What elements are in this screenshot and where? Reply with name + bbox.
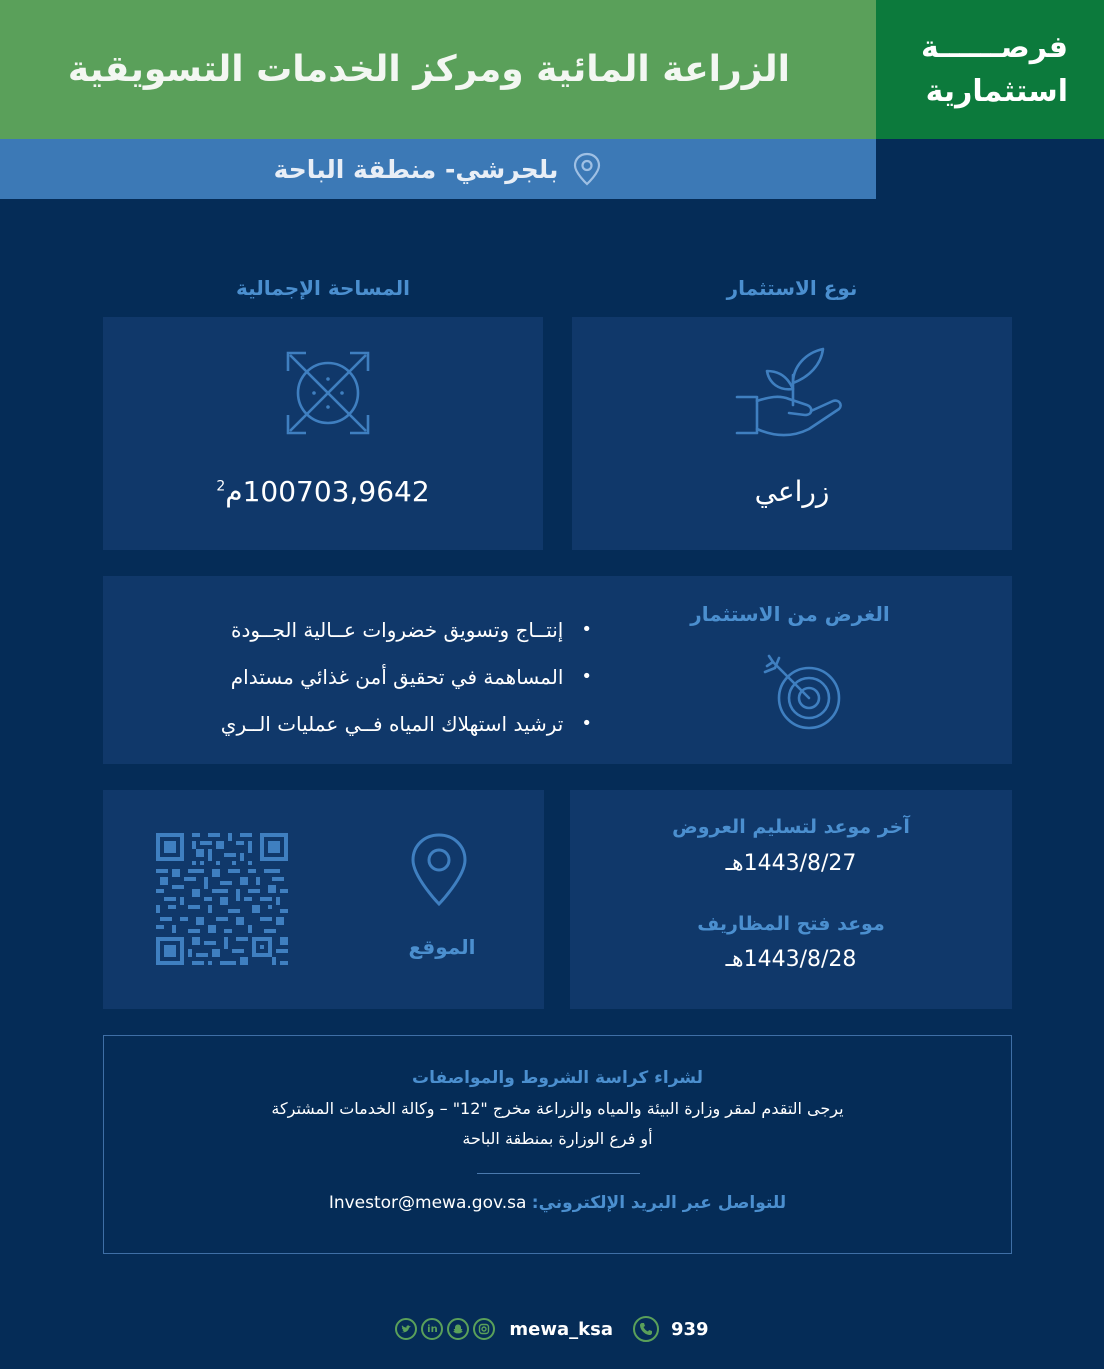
- footer: [0, 1312, 1104, 1346]
- qr-code-icon[interactable]: [156, 833, 288, 965]
- instagram-icon[interactable]: [473, 1318, 495, 1340]
- location-card: [103, 790, 544, 1009]
- notice-line-2: أو فرع الوزارة بمنطقة الباحة: [462, 1129, 653, 1148]
- phone-number[interactable]: 939: [671, 1318, 709, 1340]
- area-value-wrap: [103, 475, 543, 508]
- area-unit-sup: 2: [216, 478, 226, 495]
- purpose-item: • المساهمة في تحقيق أمن غذائي مستدام: [221, 653, 592, 700]
- email-prefix: للتواصل عبر البريد الإلكتروني:: [531, 1193, 787, 1213]
- social-handle[interactable]: mewa_ksa: [509, 1318, 613, 1340]
- purpose-item: • ترشيد استهلاك المياه فــي عمليات الــري: [221, 700, 592, 747]
- purpose-item: • إنتــاج وتسويق خضروات عــالية الجــودة: [221, 606, 592, 653]
- submission-deadline-value: 1443/8/27هـ: [725, 851, 857, 876]
- submission-deadline-label: آخر موعد لتسليم العروض: [672, 816, 910, 838]
- location-pin-icon: [572, 152, 602, 186]
- purpose-card: [103, 576, 1012, 764]
- linkedin-icon[interactable]: in: [421, 1318, 443, 1340]
- location-label: الموقع: [408, 935, 476, 959]
- phone-icon: [633, 1316, 659, 1342]
- snapchat-icon[interactable]: [447, 1318, 469, 1340]
- area-label: المساحة الإجمالية: [235, 276, 411, 300]
- investment-type-card: [572, 317, 1012, 550]
- expand-arrows-icon: [284, 349, 372, 437]
- location-bar: [0, 139, 876, 199]
- location-text: بلجرشي- منطقة الباحة: [273, 154, 559, 184]
- notice-title: لشراء كراسة الشروط والمواصفات: [412, 1068, 703, 1088]
- envelope-opening-label: موعد فتح المظاريف: [697, 913, 885, 935]
- area-unit: م: [225, 475, 243, 508]
- title-banner: [0, 0, 876, 139]
- area-value: 100703,9642: [242, 475, 430, 508]
- investment-type-label: نوع الاستثمار: [726, 276, 858, 300]
- notice-line-1: يرجى التقدم لمقر وزارة البيئة والمياه والزراعة مخرج "12" – وكالة الخدمات المشتركة: [271, 1099, 844, 1118]
- opportunity-badge: [876, 0, 1104, 139]
- email-link[interactable]: Investor@mewa.gov.sa: [328, 1193, 527, 1213]
- badge-line-1: فرصــــــة: [920, 29, 1068, 65]
- notice-contact: [104, 1193, 1011, 1213]
- dates-card: [570, 790, 1012, 1009]
- purpose-list: [221, 606, 592, 747]
- purchase-notice: [103, 1035, 1012, 1254]
- notice-divider: [477, 1173, 640, 1174]
- investment-type-value: زراعي: [754, 475, 830, 508]
- map-pin-icon: [408, 832, 470, 908]
- twitter-icon[interactable]: [395, 1318, 417, 1340]
- badge-line-2: استثمارية: [925, 73, 1068, 109]
- area-card: [103, 317, 543, 550]
- envelope-opening-value: 1443/8/28هـ: [725, 947, 857, 972]
- target-arrow-icon: [763, 652, 845, 734]
- plant-in-hand-icon: [735, 347, 845, 441]
- page-title: الزراعة المائية ومركز الخدمات التسويقية: [67, 49, 790, 90]
- purpose-label: الغرض من الاستثمار: [690, 602, 890, 626]
